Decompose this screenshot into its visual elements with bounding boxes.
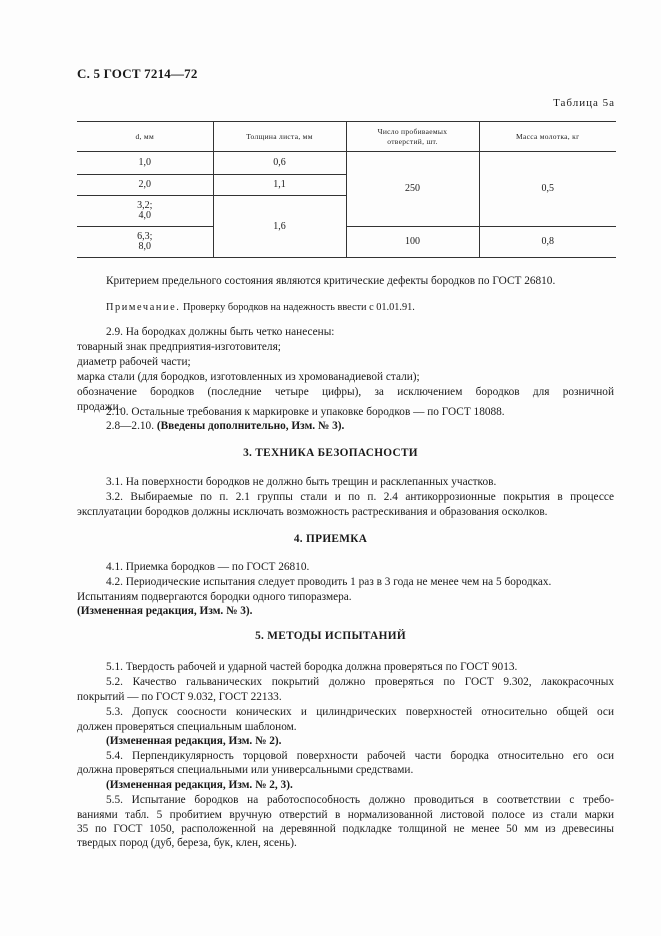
cell-holes: 100 xyxy=(346,227,479,258)
cell-mass-merged: 0,5 xyxy=(479,152,616,227)
table-row xyxy=(77,152,616,175)
range-label: 2.8—2.10. xyxy=(106,420,157,432)
cell-d-multi xyxy=(77,196,213,227)
paragraph-5-2-line1: 5.2. Качество гальванических покрытий должно проверяться по ГОСТ 9.302, лакокрасочных xyxy=(106,676,614,688)
note xyxy=(106,300,415,315)
paragraph-2-9-item: товарный знак предприятия-изготовителя; xyxy=(77,341,281,353)
paragraph-5-5-line1: 5.5. Испытание бородков на работоспособность должно проводиться в соответствии с требо- xyxy=(106,794,614,806)
paragraph-5-4-line1: 5.4. Перпендикулярность торцовой поверхности рабочей части бородка относительно его оси xyxy=(106,750,614,762)
table-row xyxy=(77,227,616,258)
paragraph-2-9-item: марка стали (для бородков, изготовленных из хромованадиевой стали); xyxy=(77,371,420,383)
cell-d: 1,0 xyxy=(138,157,151,168)
column-header-holes xyxy=(346,122,479,152)
cell-d-line1: 3,2; xyxy=(137,200,153,211)
paragraph-5-2-line2: покрытий — по ГОСТ 9.032, ГОСТ 22133. xyxy=(77,691,282,703)
table-5a xyxy=(77,121,616,258)
cell-d-line2: 8,0 xyxy=(138,241,151,252)
section-5-title: 5. МЕТОДЫ ИСПЫТАНИЙ xyxy=(255,630,406,642)
paragraph-4-2-line1: 4.2. Периодические испытания следует проводить 1 раз в 3 года не менее чем на 5 бородках. xyxy=(106,576,552,588)
paragraph-3-1: 3.1. На поверхности бородков не должно быть трещин и расклепанных участков. xyxy=(106,476,497,488)
paragraph-5-3-line2: должен проверяться специальным шаблоном. xyxy=(77,721,297,733)
page-header: С. 5 ГОСТ 7214—72 xyxy=(77,66,198,81)
cell-d-multi xyxy=(77,227,213,258)
paragraph-4-1: 4.1. Приемка бородков — по ГОСТ 26810. xyxy=(106,561,310,573)
cell-thickness-merged: 1,6 xyxy=(213,196,346,258)
cell-d-line1: 6,3; xyxy=(137,231,153,242)
paragraph-3-2-line1: 3.2. Выбираемые по п. 2.1 группы стали и по п. 2.4 антикоррозионные покрытия в процессе xyxy=(106,491,614,503)
criterion-paragraph: Критерием предельного состояния являются критические дефекты бородков по ГОСТ 26810. xyxy=(106,275,556,287)
cell-d: 2,0 xyxy=(138,179,151,190)
paragraph-2-9-item: диаметр рабочей части; xyxy=(77,356,191,368)
cell-thickness: 0,6 xyxy=(213,152,346,175)
cell-thickness: 1,1 xyxy=(213,175,346,196)
paragraph-5-5-line2: ваниями табл. 5 пробитием вручную отверстий в нормализованной листовой полосе из стали марки xyxy=(77,809,614,821)
paragraph-2-9-item: обозначение бородков (последние четыре цифры), за исключением бородков для розничной xyxy=(77,386,614,398)
section-4-title: 4. ПРИЕМКА xyxy=(293,533,368,545)
paragraph-2-8-range xyxy=(106,419,344,434)
column-header-thickness: Толщина листа, мм xyxy=(213,122,346,152)
section-3-title: 3. ТЕХНИКА БЕЗОПАСНОСТИ xyxy=(243,447,418,459)
paragraph-5-4-line2: должна проверяться специальными или универсальными средствами. xyxy=(77,764,414,776)
cell-d-line2: 4,0 xyxy=(138,210,151,221)
column-header-mass: Масса молотка, кг xyxy=(479,122,616,152)
column-header-holes-text: Число пробиваемых отверстий, шт. xyxy=(377,126,448,146)
cell-holes-merged: 250 xyxy=(346,152,479,227)
paragraph-4-2-line2: Испытаниям подвергаются бородки одного типоразмера. xyxy=(77,591,352,603)
amendment-note: (Введены дополнительно, Изм. № 3). xyxy=(156,420,345,432)
note-text: Проверку бородков на надежность ввести с 01.01.91. xyxy=(180,302,415,313)
table-header-row xyxy=(77,122,616,152)
cell-mass: 0,8 xyxy=(479,227,616,258)
table-caption: Таблица 5а xyxy=(553,97,615,109)
paragraph-5-5-line4: твердых пород (дуб, береза, бук, клен, ясень). xyxy=(77,837,297,849)
paragraph-5-1: 5.1. Твердость рабочей и ударной частей бородка должна проверяться по ГОСТ 9013. xyxy=(106,661,518,673)
paragraph-5-3-line1: 5.3. Допуск соосности конических и цилиндрических поверхностей относительно общей оси xyxy=(106,706,614,718)
paragraph-5-5-line3: 35 по ГОСТ 1050, расположенной на деревянной подкладке толщиной не менее 50 мм из древесины xyxy=(77,823,614,835)
amendment-note: (Измененная редакция, Изм. № 2, 3). xyxy=(106,779,293,791)
amendment-note: (Измененная редакция, Изм. № 2). xyxy=(106,735,282,747)
paragraph-2-10-text: 2.10. Остальные требования к маркировке и упаковке бородков — по ГОСТ 18088. xyxy=(106,406,505,418)
amendment-note: (Измененная редакция, Изм. № 3). xyxy=(77,605,253,617)
paragraph-3-2-line2: эксплуатации бородков должны исключать возможность растрескивания и образования осколков. xyxy=(77,506,548,518)
paragraph-2-9: 2.9. На бородках должны быть четко нанесены: xyxy=(106,326,335,338)
column-header-d: d, мм xyxy=(135,131,154,141)
paragraph-2-9-item-end: продажи. xyxy=(77,401,122,413)
note-label: Примечание. xyxy=(106,302,181,313)
